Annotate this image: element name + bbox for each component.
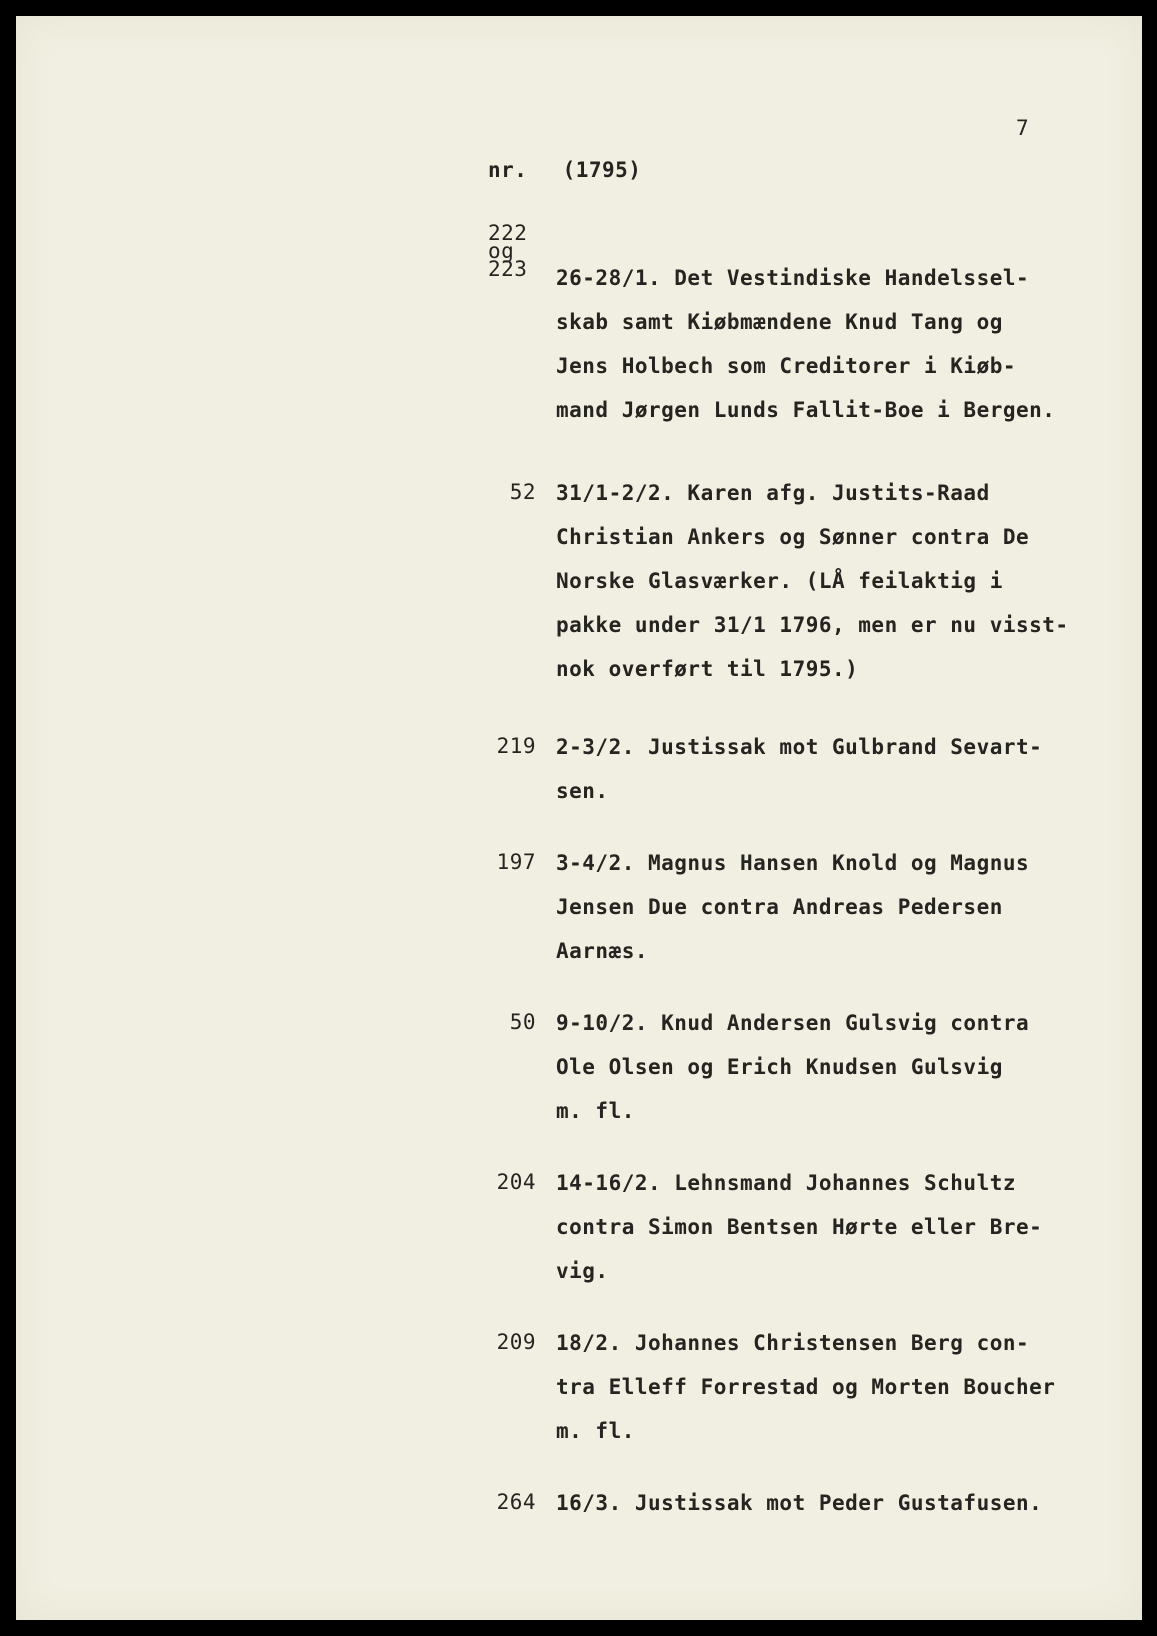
entry-number: 209 [496, 1330, 536, 1354]
entry-line: vig. [556, 1259, 609, 1283]
entry-line: 18/2. Johannes Christensen Berg con- [556, 1331, 1030, 1355]
entry-line: Christian Ankers og Sønner contra De [556, 525, 1030, 549]
entry-number: 204 [496, 1170, 536, 1194]
entry-line: Norske Glasværker. (LÅ feilaktig i [556, 569, 1003, 593]
entry-line: 16/3. Justissak mot Peder Gustafusen. [556, 1491, 1043, 1515]
first-entry-number-b: 223 [488, 257, 528, 281]
entry-number: 50 [509, 1010, 536, 1034]
header-label: nr. [488, 158, 528, 182]
entry-line: sen. [556, 779, 609, 803]
first-entry-numbers [488, 221, 528, 281]
entry-text [556, 265, 1055, 441]
entry-line: Jens Holbech som Creditorer i Kiøb- [556, 354, 1017, 378]
entry-text [556, 1010, 1029, 1142]
entry-line: pakke under 31/1 1796, men er nu visst- [556, 613, 1069, 637]
entry-text [556, 1330, 1055, 1462]
entry-text [556, 850, 1029, 982]
entry-line: nok overført til 1795.) [556, 657, 859, 681]
entry-line: Jensen Due contra Andreas Pedersen [556, 895, 1003, 919]
entry-line: Aarnæs. [556, 939, 649, 963]
entry-line: m. fl. [556, 1419, 635, 1443]
first-entry-number-a: 222 [488, 221, 528, 245]
entry-line: 14-16/2. Lehnsmand Johannes Schultz [556, 1171, 1017, 1195]
entry-line: 9-10/2. Knud Andersen Gulsvig contra [556, 1011, 1030, 1035]
entry-line: contra Simon Bentsen Hørte eller Bre- [556, 1215, 1043, 1239]
entry-number: 219 [496, 734, 536, 758]
entry-line: 3-4/2. Magnus Hansen Knold og Magnus [556, 851, 1030, 875]
list-header [488, 158, 641, 182]
entry-number: 197 [496, 850, 536, 874]
entry-line: 31/1-2/2. Karen afg. Justits-Raad [556, 481, 990, 505]
entry-number: 264 [496, 1490, 536, 1514]
entry-text [556, 1490, 1042, 1534]
page-number: 7 [1016, 116, 1030, 140]
entry-number: 52 [509, 480, 536, 504]
entry-line: 2-3/2. Justissak mot Gulbrand Sevart- [556, 735, 1043, 759]
entry-text [556, 1170, 1042, 1302]
first-entry-number-og: og [488, 239, 515, 263]
entry-line: skab samt Kiøbmændene Knud Tang og [556, 310, 1003, 334]
entry-line: 26-28/1. Det Vestindiske Handelssel- [556, 266, 1030, 290]
entry-line: Ole Olsen og Erich Knudsen Gulsvig [556, 1055, 1003, 1079]
entry-line: tra Elleff Forrestad og Morten Boucher [556, 1375, 1056, 1399]
entry-text [556, 734, 1042, 822]
entry-line: m. fl. [556, 1099, 635, 1123]
entry-text [556, 480, 1069, 700]
header-year: (1795) [562, 158, 642, 182]
entry-line: mand Jørgen Lunds Fallit-Boe i Bergen. [556, 398, 1056, 422]
